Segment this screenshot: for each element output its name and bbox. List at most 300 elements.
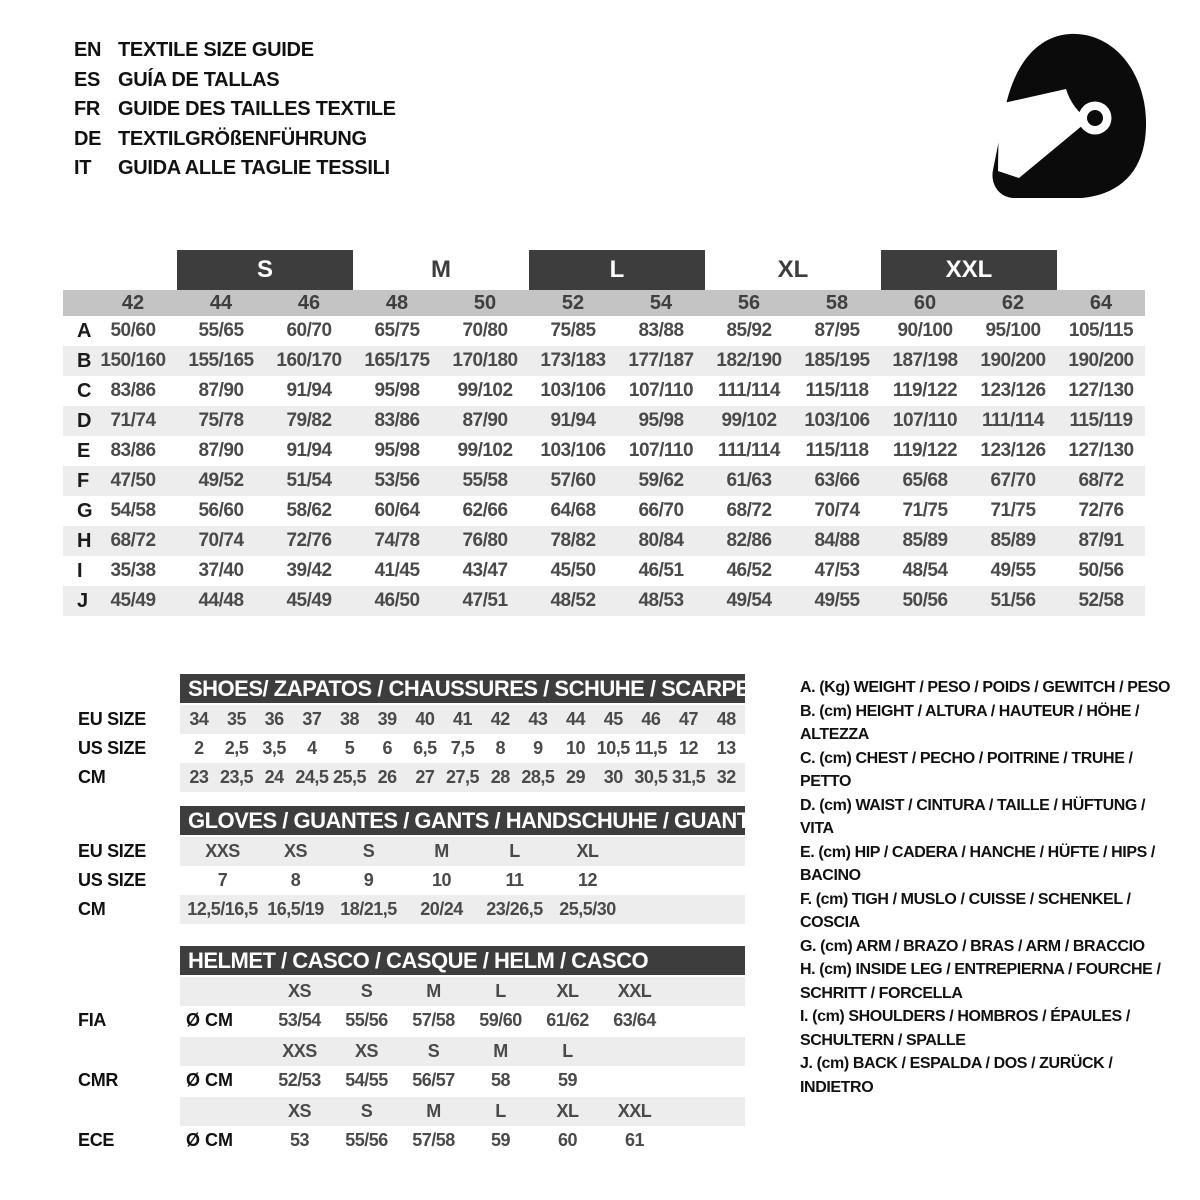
size-value: 13 (716, 738, 736, 758)
measure-value: 71/75 (902, 500, 948, 521)
helmet-values-band (180, 1066, 745, 1095)
guide-title: TEXTILGRÖßENFÜHRUNG (118, 127, 367, 150)
helmet-size-value: 52/53 (278, 1070, 321, 1090)
measure-value: 87/91 (1078, 530, 1124, 551)
size-group-bar-row (63, 250, 1145, 290)
measure-value: 62/66 (462, 500, 508, 521)
size-value: 24,5 (295, 767, 329, 787)
size-value: 6,5 (413, 738, 437, 758)
size-band-row (63, 705, 745, 734)
measure-value: 60/70 (286, 320, 332, 341)
helmet-rows (63, 977, 745, 1155)
unit-label: Ø CM (186, 1130, 233, 1150)
helmet-size-value: 53/54 (278, 1010, 321, 1030)
helmet-size-value: 61/62 (546, 1010, 589, 1030)
size-value: 28,5 (521, 767, 555, 787)
measure-value: 155/165 (188, 350, 254, 371)
size-number: 56 (737, 291, 761, 314)
measure-value: 55/65 (198, 320, 244, 341)
size-value: 39 (377, 709, 397, 729)
measure-value: 170/180 (452, 350, 518, 371)
helmet-size-value: 59/60 (479, 1010, 522, 1030)
helmet-size-label: XXL (617, 981, 652, 1001)
helmet-sizes-row (63, 1097, 745, 1126)
helmet-size-label: L (495, 1101, 506, 1121)
measure-value: 78/82 (550, 530, 596, 551)
size-value: 25,5/30 (559, 899, 616, 919)
size-value: 36 (264, 709, 284, 729)
measure-row-d (63, 406, 1145, 436)
language-row (74, 154, 396, 184)
size-value: 28 (490, 767, 510, 787)
legend-item: G. (cm) ARM / BRAZO / BRAS / ARM / BRACCIO (800, 937, 1145, 955)
size-band-row (63, 837, 745, 866)
measure-value: 91/94 (286, 380, 332, 401)
size-value: XXS (205, 841, 240, 861)
measure-value: 99/102 (457, 380, 513, 401)
measure-value: 103/106 (540, 440, 606, 461)
measure-value: 107/110 (628, 440, 694, 461)
measure-value: 71/75 (990, 500, 1036, 521)
size-value: 9 (533, 738, 543, 758)
helmet-values-row (63, 1006, 745, 1035)
shoes-title-bar: SHOES/ ZAPATOS / CHAUSSURES / SCHUHE / SCARPE (180, 674, 745, 703)
helmet-size-label: XS (287, 1101, 311, 1121)
measure-value: 119/122 (892, 380, 958, 401)
helmet-size-label: XXS (282, 1041, 317, 1061)
measure-value: 43/47 (462, 560, 508, 581)
size-number: 60 (913, 291, 937, 314)
size-value: 31,5 (672, 767, 706, 787)
size-value: 40 (415, 709, 435, 729)
measure-value: 75/85 (550, 320, 596, 341)
language-row (74, 36, 396, 66)
measure-value: 59/62 (638, 470, 684, 491)
measure-value: 103/106 (540, 380, 606, 401)
measure-value: 160/170 (276, 350, 342, 371)
size-number: 58 (825, 291, 849, 314)
standard-label-ece: ECE (78, 1130, 115, 1150)
legend-item: D. (cm) WAIST / CINTURA / TAILLE / HÜFTUNG / VITA (800, 796, 1146, 837)
size-number: 48 (385, 291, 409, 314)
measure-value: 123/126 (980, 440, 1046, 461)
size-value: 6 (382, 738, 392, 758)
language-code: ES (74, 68, 101, 91)
measure-value: 37/40 (198, 560, 244, 581)
legend-item: H. (cm) INSIDE LEG / ENTREPIERNA / FOURCHE / SCHRITT / FORCELLA (800, 961, 1161, 1002)
size-number: 50 (473, 291, 497, 314)
row-label-cm: CM (78, 767, 106, 787)
measure-value: 103/106 (804, 410, 870, 431)
measure-value: 48/53 (638, 590, 684, 611)
size-value: 30,5 (634, 767, 668, 787)
size-value: 41 (453, 709, 473, 729)
measure-value: 35/38 (110, 560, 156, 581)
measure-value: 58/62 (286, 500, 332, 521)
measure-value: 127/130 (1068, 380, 1134, 401)
measure-value: 85/92 (726, 320, 772, 341)
size-value: 4 (307, 738, 317, 758)
size-group-xl: XL (777, 256, 809, 283)
size-band-row (63, 895, 745, 924)
measure-value: 50/56 (902, 590, 948, 611)
language-code: FR (74, 98, 101, 120)
measure-value: 48/52 (550, 590, 596, 611)
measure-row-label: I (77, 559, 83, 582)
measure-value: 119/122 (892, 440, 958, 461)
size-number: 44 (209, 291, 233, 314)
size-value: 38 (340, 709, 360, 729)
measure-value: 45/50 (550, 560, 596, 581)
measure-value: 72/76 (286, 530, 332, 551)
helmet-sizes-band (180, 977, 745, 1006)
measure-value: 64/68 (550, 500, 596, 521)
band-values (180, 866, 745, 895)
standard-label-spacer (63, 977, 180, 1006)
size-value: 2 (194, 738, 204, 758)
measure-value: 190/200 (1068, 350, 1134, 371)
size-value: 2,5 (224, 738, 249, 758)
measure-value: 150/160 (100, 350, 166, 371)
size-value: 7,5 (450, 738, 475, 758)
measure-value: 72/76 (1078, 500, 1124, 521)
helmet-size-label: S (360, 1101, 373, 1121)
helmet-sizes-row (63, 1037, 745, 1066)
helmet-size-value: 55/56 (345, 1130, 388, 1150)
measure-value: 83/86 (110, 440, 156, 461)
size-value: M (434, 841, 449, 861)
measure-value: 46/50 (374, 590, 420, 611)
measure-value: 87/90 (198, 380, 244, 401)
helmet-size-value: 61 (624, 1130, 645, 1150)
measure-value: 99/102 (457, 440, 513, 461)
size-number: 46 (297, 291, 321, 314)
measure-row-i (63, 556, 1145, 586)
size-value: 44 (566, 709, 586, 729)
measure-value: 57/60 (550, 470, 596, 491)
measure-value: 127/130 (1068, 440, 1134, 461)
language-code: EN (74, 39, 102, 61)
measure-value: 115/118 (805, 380, 869, 401)
measure-row-label: E (77, 439, 91, 462)
measure-value: 56/60 (198, 500, 244, 521)
measure-value: 123/126 (980, 380, 1046, 401)
measure-value: 185/195 (804, 350, 870, 371)
unit-label: Ø CM (186, 1010, 233, 1030)
size-number: 54 (649, 291, 673, 314)
language-code: IT (74, 157, 92, 179)
measurement-rows (63, 316, 1145, 616)
measure-value: 111/114 (717, 380, 781, 401)
size-value: 23,5 (219, 767, 254, 787)
measure-row-label: H (77, 529, 92, 552)
measure-value: 70/80 (462, 320, 508, 341)
helmet-size-value: 60 (557, 1130, 578, 1150)
measure-row-label: C (77, 379, 92, 402)
size-value: 45 (603, 709, 623, 729)
measure-row-label: D (77, 409, 92, 432)
size-value: 43 (528, 709, 548, 729)
row-label-us-size: US SIZE (78, 870, 146, 890)
size-value: 27,5 (446, 767, 480, 787)
helmet-sizes-band (180, 1037, 745, 1066)
measure-row-label: G (77, 499, 93, 522)
row-label-us-size: US SIZE (78, 738, 146, 758)
measure-value: 66/70 (638, 500, 684, 521)
language-row (74, 125, 396, 155)
size-number: 64 (1089, 291, 1113, 314)
measure-value: 53/56 (374, 470, 420, 491)
band-values (180, 705, 745, 734)
measure-value: 95/98 (638, 410, 684, 431)
measure-value: 68/72 (1078, 470, 1124, 491)
size-value: 10 (566, 738, 586, 758)
textile-size-table (63, 250, 1145, 616)
measure-value: 115/119 (1069, 410, 1133, 431)
helmet-sizes-row (63, 977, 745, 1006)
helmet-size-value: 55/56 (345, 1010, 388, 1030)
helmet-values-row (63, 1126, 745, 1155)
size-value: 8 (290, 870, 301, 890)
measure-value: 91/94 (286, 440, 332, 461)
size-group-xxl: XXL (881, 250, 1057, 290)
measure-value: 61/63 (726, 470, 772, 491)
measurement-legend (800, 676, 1182, 1099)
measure-value: 111/114 (717, 440, 781, 461)
measure-value: 55/58 (462, 470, 508, 491)
measure-value: 47/53 (814, 560, 860, 581)
language-row (74, 66, 396, 96)
size-value: L (509, 841, 520, 861)
measure-value: 165/175 (364, 350, 430, 371)
measure-value: 50/60 (110, 320, 156, 341)
size-group-s: S (177, 250, 353, 290)
measure-value: 52/58 (1078, 590, 1124, 611)
measure-value: 187/198 (892, 350, 958, 371)
size-value: 12 (679, 738, 699, 758)
size-value: 47 (679, 709, 699, 729)
standard-label-spacer (63, 1037, 180, 1066)
guide-title: TEXTILE SIZE GUIDE (118, 39, 314, 61)
size-number: 52 (561, 291, 585, 314)
measure-value: 83/88 (638, 320, 684, 341)
measure-value: 85/89 (902, 530, 948, 551)
guide-title: GUÍA DE TALLAS (118, 68, 280, 91)
helmet-size-label: XL (556, 981, 579, 1001)
size-value: 5 (344, 738, 355, 758)
racing-helmet-icon (975, 28, 1153, 200)
measure-value: 75/78 (198, 410, 244, 431)
size-value: 37 (302, 709, 322, 729)
size-value: 16,5/19 (267, 899, 324, 919)
legend-item: J. (cm) BACK / ESPALDA / DOS / ZURÜCK / INDIETRO (800, 1055, 1113, 1096)
measure-row-h (63, 526, 1145, 556)
measure-value: 54/58 (110, 500, 156, 521)
size-value: 32 (716, 767, 736, 787)
size-value: 34 (189, 709, 209, 729)
measure-value: 95/98 (374, 440, 420, 461)
helmet-size-label: S (427, 1041, 440, 1061)
size-value: 10 (431, 870, 452, 890)
measure-value: 76/80 (462, 530, 508, 551)
size-value: 26 (377, 767, 397, 787)
measure-row-label: A (77, 319, 92, 342)
measure-value: 87/90 (462, 410, 508, 431)
size-value: 29 (566, 767, 586, 787)
helmet-size-label: L (495, 981, 506, 1001)
language-code: DE (74, 127, 102, 150)
measure-value: 49/52 (198, 470, 244, 491)
row-label-eu-size: EU SIZE (78, 709, 146, 729)
measure-value: 50/56 (1078, 560, 1124, 581)
size-value: 8 (495, 738, 505, 758)
measure-value: 51/56 (990, 590, 1036, 611)
legend-item: F. (cm) TIGH / MUSLO / CUISSE / SCHENKEL / COSCIA (800, 890, 1131, 931)
measure-value: 74/78 (374, 530, 420, 551)
helmet-size-value: 63/64 (613, 1010, 656, 1030)
language-title-list (74, 36, 396, 184)
size-value: 23 (189, 767, 209, 787)
measure-value: 49/55 (814, 590, 860, 611)
helmet-size-value: 56/57 (412, 1070, 455, 1090)
measure-value: 90/100 (897, 320, 953, 341)
band-values (180, 837, 745, 866)
measure-value: 45/49 (110, 590, 156, 611)
measure-value: 71/74 (110, 410, 156, 431)
language-row (74, 95, 396, 125)
band-values (180, 895, 745, 924)
helmet-title-bar: HELMET / CASCO / CASQUE / HELM / CASCO (180, 946, 745, 975)
size-value: XL (576, 841, 599, 861)
helmet-sizes-band (180, 1097, 745, 1126)
size-value: S (362, 841, 375, 861)
size-number: 42 (121, 291, 145, 314)
measure-value: 91/94 (550, 410, 596, 431)
size-band-row (63, 763, 745, 792)
helmet-size-label: XS (354, 1041, 378, 1061)
measure-row-f (63, 466, 1145, 496)
measure-value: 83/86 (374, 410, 420, 431)
measure-value: 87/95 (814, 320, 860, 341)
measure-value: 65/68 (902, 470, 948, 491)
size-band-row (63, 734, 745, 763)
guide-title: GUIDE DES TAILLES TEXTILE (118, 98, 396, 120)
band-values (180, 763, 745, 792)
measure-value: 45/49 (286, 590, 332, 611)
measure-row-g (63, 496, 1145, 526)
size-number: 62 (1001, 291, 1025, 314)
helmet-size-value: 53 (289, 1130, 310, 1150)
measure-value: 107/110 (892, 410, 958, 431)
helmet-values-row (63, 1066, 745, 1095)
measure-value: 80/84 (638, 530, 684, 551)
measure-value: 49/54 (726, 590, 772, 611)
size-value: 46 (641, 709, 661, 729)
helmet-size-value: 59 (490, 1130, 511, 1150)
measure-value: 95/100 (985, 320, 1041, 341)
measure-value: 70/74 (814, 500, 860, 521)
measure-value: 41/45 (374, 560, 420, 581)
gloves-title-bar: GLOVES / GUANTES / GANTS / HANDSCHUHE / GUANTI (180, 806, 745, 835)
measure-row-label: B (77, 349, 92, 372)
size-value: 27 (415, 767, 435, 787)
measure-value: 82/86 (726, 530, 772, 551)
shoes-rows (63, 705, 745, 792)
measure-value: 39/42 (286, 560, 332, 581)
size-group-l: L (529, 250, 705, 290)
size-value: 11,5 (634, 738, 667, 758)
size-value: 48 (716, 709, 736, 729)
standard-label-cmr: CMR (78, 1070, 119, 1090)
size-value: 24 (264, 767, 284, 787)
measure-value: 60/64 (374, 500, 420, 521)
size-value: XS (283, 841, 307, 861)
measure-value: 190/200 (980, 350, 1046, 371)
helmet-size-label: XL (556, 1101, 579, 1121)
helmet-size-value: 58 (490, 1070, 511, 1090)
helmet-size-value: 57/58 (412, 1010, 455, 1030)
measure-value: 83/86 (110, 380, 156, 401)
helmet-size-label: M (426, 1101, 441, 1121)
size-value: 7 (217, 870, 228, 890)
helmet-size-label: XS (287, 981, 311, 1001)
size-value: 11 (505, 870, 524, 890)
measure-value: 46/51 (638, 560, 684, 581)
legend-item: B. (cm) HEIGHT / ALTURA / HAUTEUR / HÖHE / ALTEZZA (800, 702, 1140, 743)
measure-row-e (63, 436, 1145, 466)
size-value: 10,5 (596, 738, 630, 758)
helmet-size-label: S (360, 981, 373, 1001)
measure-value: 115/118 (805, 440, 869, 461)
helmet-values-band (180, 1126, 745, 1155)
size-value: 42 (490, 709, 510, 729)
legend-item: C. (cm) CHEST / PECHO / POITRINE / TRUHE / PETTO (800, 749, 1133, 790)
measure-value: 107/110 (628, 380, 694, 401)
measure-row-b (63, 346, 1145, 376)
helmet-size-value: 54/55 (345, 1070, 388, 1090)
size-value: 35 (226, 709, 247, 729)
legend-item: E. (cm) HIP / CADERA / HANCHE / HÜFTE / HIPS / BACINO (800, 843, 1155, 884)
size-value: 9 (363, 870, 374, 890)
measure-value: 47/50 (110, 470, 156, 491)
standard-label-fia: FIA (78, 1010, 107, 1030)
helmet-size-value: 57/58 (412, 1130, 455, 1150)
legend-item: A. (Kg) WEIGHT / PESO / POIDS / GEWITCH / PESO (800, 679, 1171, 696)
size-value: 12,5/16,5 (187, 899, 258, 919)
size-value: 12 (577, 870, 598, 890)
helmet-size-label: XXL (617, 1101, 652, 1121)
size-value: 23/26,5 (486, 899, 543, 919)
measure-value: 48/54 (902, 560, 948, 581)
measure-value: 111/114 (981, 410, 1045, 431)
measure-value: 177/187 (628, 350, 694, 371)
measure-value: 84/88 (814, 530, 860, 551)
helmet-size-value: 59 (557, 1070, 578, 1090)
measure-value: 68/72 (726, 500, 772, 521)
measure-value: 79/82 (286, 410, 332, 431)
row-label-cm: CM (78, 899, 106, 919)
gloves-rows (63, 837, 745, 924)
measure-row-c (63, 376, 1145, 406)
measure-value: 182/190 (716, 350, 782, 371)
measure-row-a (63, 316, 1145, 346)
band-values (180, 734, 745, 763)
gloves-size-section (63, 806, 756, 924)
helmet-values-band (180, 1006, 745, 1035)
helmet-size-section (63, 946, 745, 1155)
guide-title: GUIDA ALLE TAGLIE TESSILI (118, 157, 390, 179)
measure-value: 87/90 (198, 440, 244, 461)
